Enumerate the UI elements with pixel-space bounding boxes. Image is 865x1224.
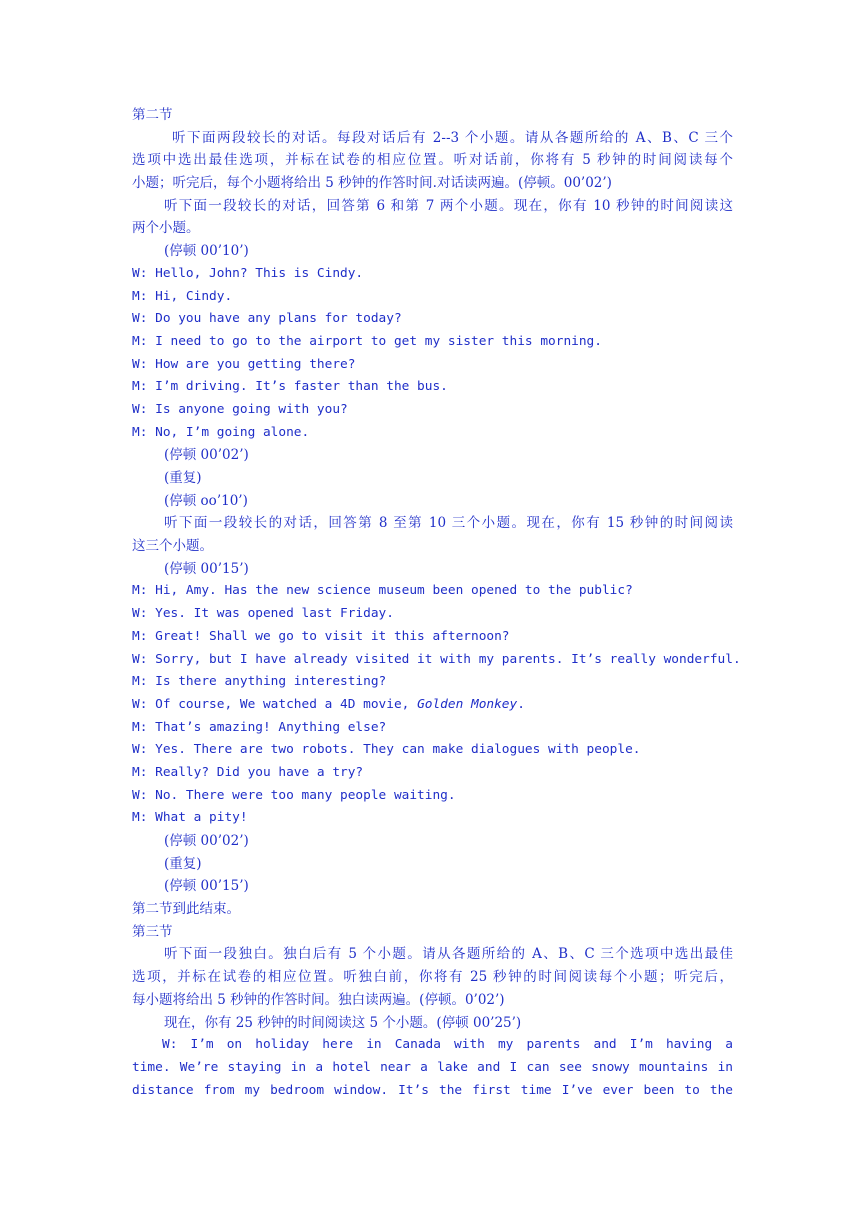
dialog-line: M: That’s amazing! Anything else? bbox=[132, 719, 387, 735]
dialog-line: W: Yes. There are two robots. They can make dialogues with people. bbox=[132, 742, 641, 758]
section-2-instructions-line-2: 选项中选出最佳选项，并标在试卷的相应位置。听对话前，你将有 5 秒钟的时间阅读每个 bbox=[132, 152, 733, 169]
dialog-2-intro-line-2: 这三个小题。 bbox=[132, 538, 213, 555]
dialog-line: W: Sorry, but I have already visited it with my parents. It’s really wonderful. bbox=[132, 651, 741, 667]
dialog-2-intro-line-1: 听下面一段较长的对话，回答第 8 至第 10 三个小题。现在，你有 15 秒钟的时间阅读 bbox=[164, 515, 733, 532]
dialog-line: M: Great! Shall we go to visit it this afternoon? bbox=[132, 628, 510, 644]
section-2-instructions-line-3: 小题；听完后，每个小题将给出 5 秒钟的作答时间.对话读两遍。(停顿。00’02’) bbox=[132, 175, 612, 192]
movie-title: Golden Monkey bbox=[417, 696, 518, 712]
pause-note: (停顿 00’02’) bbox=[164, 833, 249, 849]
dialog-line: W: Is anyone going with you? bbox=[132, 401, 348, 417]
section-2-heading: 第二节 bbox=[132, 107, 173, 123]
dialog-line: M: I need to go to the airport to get my sister this morning. bbox=[132, 333, 602, 349]
dialog-line: W: Yes. It was opened last Friday. bbox=[132, 606, 394, 622]
dialog-line: M: No, I’m going alone. bbox=[132, 424, 310, 440]
dialog-line: M: Hi, Cindy. bbox=[132, 288, 233, 304]
section-2-end: 第二节到此结束。 bbox=[132, 901, 240, 918]
section-3-reading-time: 现在，你有 25 秒钟的时间阅读这 5 个小题。(停顿 00’25’) bbox=[164, 1014, 522, 1031]
dialog-line: W: How are you getting there? bbox=[132, 356, 356, 372]
dialog-line: M: I’m driving. It’s faster than the bus. bbox=[132, 379, 448, 395]
section-3-instructions-line-1: 听下面一段独白。独白后有 5 个小题。请从各题所给的 A、B、C 三个选项中选出最佳 bbox=[164, 946, 733, 963]
dialog-line: W: Hello, John? This is Cindy. bbox=[132, 265, 364, 281]
pause-note: (停顿 oo’10’) bbox=[164, 492, 248, 509]
pause-note: (停顿 00’15’) bbox=[164, 878, 249, 895]
dialog-line: W: No. There were too many people waiting. bbox=[132, 787, 456, 803]
pause-note: (停顿 00’10’) bbox=[164, 243, 249, 260]
movie-line-suffix: . bbox=[517, 696, 525, 712]
dialog-1-intro-line-1: 听下面一段较长的对话，回答第 6 和第 7 两个小题。现在，你有 10 秒钟的时间阅读这 bbox=[164, 197, 733, 214]
section-3-instructions-line-3: 每小题将给出 5 秒钟的作答时间。独白读两遍。(停顿。0’02’) bbox=[132, 991, 505, 1008]
section-3-instructions-line-2: 选项，并标在试卷的相应位置。听独白前，你将有 25 秒钟的时间阅读每个小题；听完后， bbox=[132, 969, 733, 986]
repeat-note: (重复) bbox=[164, 470, 202, 486]
dialog-line: M: Hi, Amy. Has the new science museum been opened to the public? bbox=[132, 583, 633, 599]
dialog-line-movie bbox=[132, 694, 733, 717]
dialog-line: M: Really? Did you have a try? bbox=[132, 764, 364, 780]
document-page bbox=[132, 104, 741, 1102]
movie-line-prefix: W: Of course, We watched a 4D movie, bbox=[132, 696, 418, 712]
dialog-line: M: Is there anything interesting? bbox=[132, 674, 387, 690]
section-2-instructions-line-1: 听下面两段较长的对话。每段对话后有 2--3 个小题。请从各题所给的 A、B、C 三个 bbox=[172, 129, 733, 146]
dialog-line: W: Do you have any plans for today? bbox=[132, 311, 402, 327]
dialog-1-intro-line-2: 两个小题。 bbox=[132, 220, 200, 237]
pause-note: (停顿 00’15’) bbox=[164, 560, 249, 577]
dialog-line: M: What a pity! bbox=[132, 810, 248, 826]
repeat-note: (重复) bbox=[164, 855, 202, 872]
monologue-line-1: W: I’m on holiday here in Canada with my parents and I’m having a bbox=[162, 1037, 733, 1053]
pause-note: (停顿 00’02’) bbox=[164, 447, 249, 464]
monologue-line-2: time. We’re staying in a hotel near a lake and I can see snowy mountains in bbox=[132, 1059, 733, 1075]
monologue-line-3: distance from my bedroom window. It’s the first time I’ve ever been to the bbox=[132, 1082, 733, 1098]
section-3-heading: 第三节 bbox=[132, 923, 173, 940]
